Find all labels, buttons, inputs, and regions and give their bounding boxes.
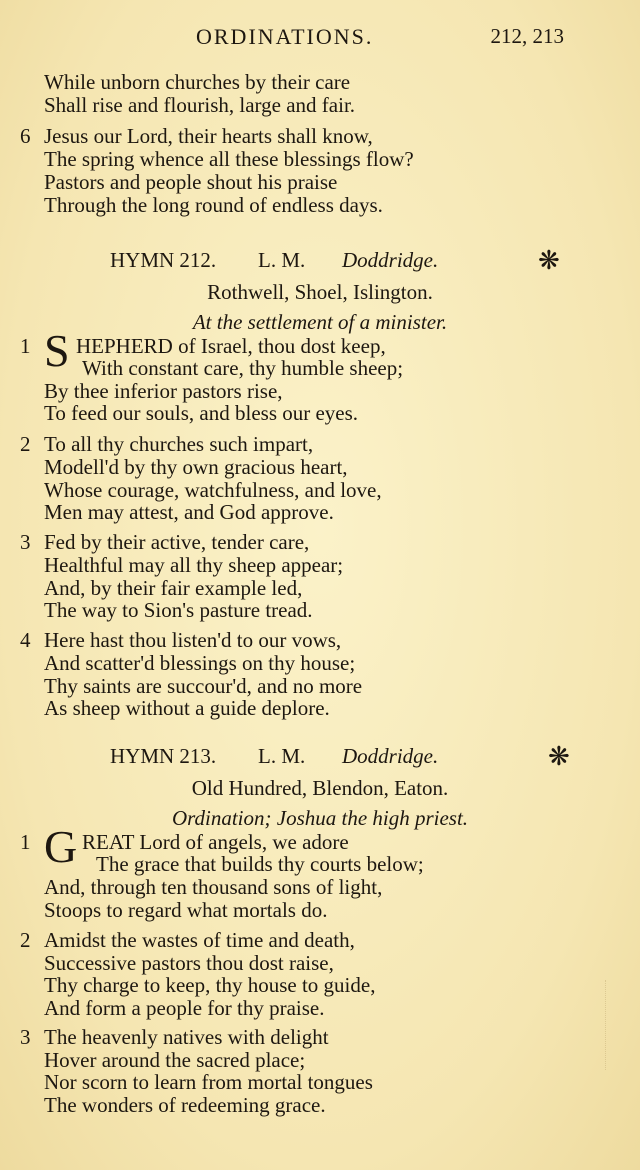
verse-line: Men may attest, and God approve. xyxy=(44,500,334,524)
verse-line: Nor scorn to learn from mortal tongues xyxy=(44,1070,373,1094)
verse-line: Stoops to regard what mortals do. xyxy=(44,898,328,922)
hymn-meter: L. M. xyxy=(258,248,306,272)
hymn-author: Doddridge. xyxy=(342,744,439,768)
verse-number: 4 xyxy=(20,628,31,652)
verse-line: With constant care, thy humble sheep; xyxy=(82,356,404,380)
hymn-meter: L. M. xyxy=(258,744,306,768)
drop-cap: G xyxy=(44,821,78,872)
verse-line: The grace that builds thy courts below; xyxy=(96,852,424,876)
verse-number: 2 xyxy=(20,928,31,952)
verse-line: Successive pastors thou dost raise, xyxy=(44,951,334,975)
verse-line: Through the long round of endless days. xyxy=(44,193,383,217)
fleuron-icon: ❋ xyxy=(538,246,560,275)
verse-line: Hover around the sacred place; xyxy=(44,1048,306,1072)
verse-line: Here hast thou listen'd to our vows, xyxy=(44,628,342,652)
verse-line: By thee inferior pastors rise, xyxy=(44,379,283,403)
verse-line: Thy saints are succour'd, and no more xyxy=(44,674,363,698)
verse-line: The spring whence all these blessings flow? xyxy=(44,147,414,171)
drop-cap: S xyxy=(44,325,70,376)
verse-line: As sheep without a guide deplore. xyxy=(44,696,330,720)
hymn-occasion: Ordination; Joshua the high priest. xyxy=(171,806,469,830)
hymn-heading xyxy=(0,744,640,774)
verse-line: HEPHERD of Israel, thou dost keep, xyxy=(76,334,386,358)
verse-line: Healthful may all thy sheep appear; xyxy=(44,553,344,577)
verse-number: 3 xyxy=(20,530,31,554)
fleuron-icon: ❋ xyxy=(548,742,570,771)
verse-number: 3 xyxy=(20,1025,31,1049)
verse-line: And form a people for thy praise. xyxy=(44,996,325,1020)
verse-line: And scatter'd blessings on thy house; xyxy=(44,651,356,675)
verse-line: Jesus our Lord, their hearts shall know, xyxy=(44,124,373,148)
running-title: ORDINATIONS. xyxy=(196,24,374,49)
hymn-occasion: At the settlement of a minister. xyxy=(192,310,448,334)
verse-number: 1 xyxy=(20,830,31,854)
verse-line: And, by their fair example led, xyxy=(44,576,303,600)
carryover-line: While unborn churches by their care xyxy=(44,70,351,94)
verse-line: The heavenly natives with delight xyxy=(44,1025,329,1049)
verse-number: 6 xyxy=(20,124,31,148)
hymn-heading xyxy=(0,248,640,278)
running-head xyxy=(0,24,640,54)
verse-line: To all thy churches such impart, xyxy=(44,432,314,456)
verse-line: And, through ten thousand sons of light, xyxy=(44,875,383,899)
paper-stain xyxy=(605,980,616,1070)
hymn-number: HYMN 212. xyxy=(110,248,217,272)
verse-line: Modell'd by thy own gracious heart, xyxy=(44,455,348,479)
verse-line: To feed our souls, and bless our eyes. xyxy=(44,401,359,425)
hymn-number: HYMN 213. xyxy=(110,744,217,768)
verse-line: Pastors and people shout his praise xyxy=(44,170,338,194)
page-numbers: 212, 213 xyxy=(490,24,564,48)
verse-line: The way to Sion's pasture tread. xyxy=(44,598,313,622)
verse-number: 2 xyxy=(20,432,31,456)
carryover-line: Shall rise and flourish, large and fair. xyxy=(44,93,356,117)
verse-line: Whose courage, watchfulness, and love, xyxy=(44,478,382,502)
verse-number: 1 xyxy=(20,334,31,358)
hymn-author: Doddridge. xyxy=(342,248,439,272)
verse-line: Fed by their active, tender care, xyxy=(44,530,310,554)
verse-line: REAT Lord of angels, we adore xyxy=(82,830,349,854)
verse-line: Amidst the wastes of time and death, xyxy=(44,928,355,952)
verse-line: Thy charge to keep, thy house to guide, xyxy=(44,973,376,997)
verse-line: The wonders of redeeming grace. xyxy=(44,1093,326,1117)
tune-names: Old Hundred, Blendon, Eaton. xyxy=(191,776,449,800)
tune-names: Rothwell, Shoel, Islington. xyxy=(207,280,433,304)
